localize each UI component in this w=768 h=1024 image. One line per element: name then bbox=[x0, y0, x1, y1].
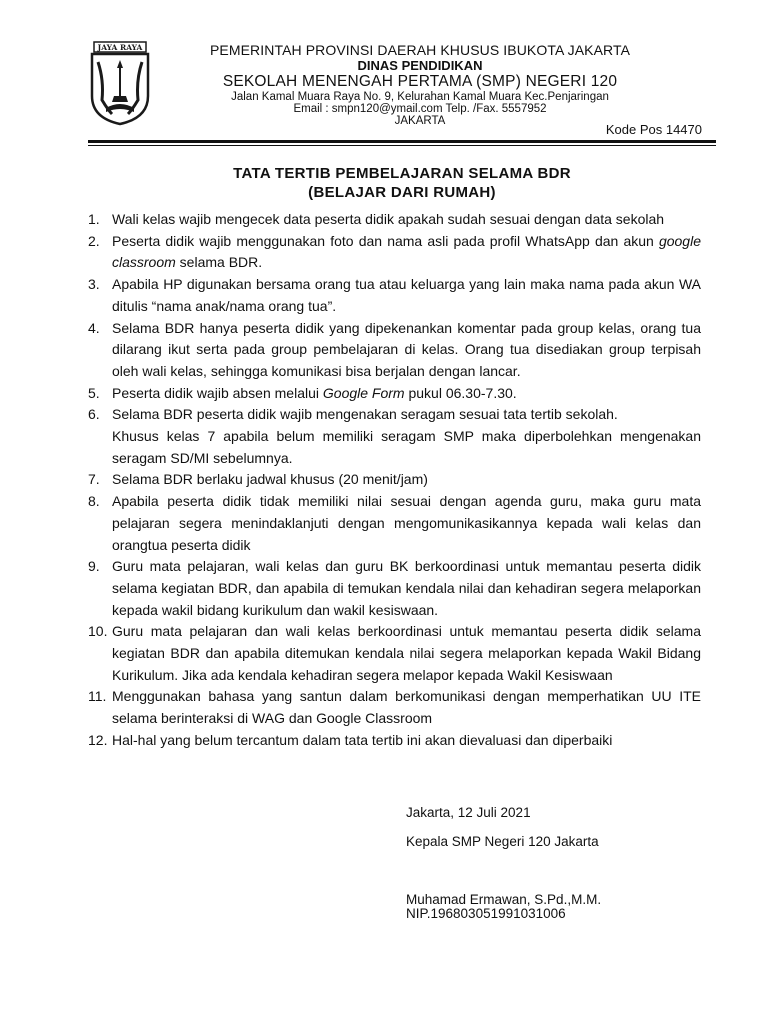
rule-number: 2. bbox=[88, 232, 100, 249]
government-name: PEMERINTAH PROVINSI DAERAH KHUSUS IBUKOTA JAKARTA bbox=[209, 42, 631, 58]
list-item bbox=[88, 469, 701, 491]
rule-number: 4. bbox=[88, 319, 100, 336]
rule-number: 3. bbox=[88, 276, 100, 293]
rule-text: Guru mata pelajaran, wali kelas dan guru BK berkoordinasi untuk memantau peserta didik selama kegiatan BDR, dan apabila di temukan kendala nilai dan kehadiran segera melaporkan kepada wakil bidang kurikulum dan wakil kesiswaan. bbox=[112, 558, 701, 618]
rule-text: Peserta didik wajib menggunakan foto dan nama asli pada profil WhatsApp dan akun google classroom selama BDR. bbox=[112, 232, 701, 271]
list-item bbox=[88, 491, 701, 556]
rule-text: Hal-hal yang belum tercantum dalam tata tertib ini akan dievaluasi dan diperbaiki bbox=[112, 731, 613, 748]
letterhead-divider-thick bbox=[88, 140, 716, 143]
rule-number: 10. bbox=[88, 623, 108, 640]
list-item bbox=[88, 556, 701, 621]
rule-text: Apabila HP digunakan bersama orang tua atau keluarga yang lain maka nama pada akun WA ditulis “nama anak/nama orang tua”. bbox=[112, 276, 701, 314]
postal-code: Kode Pos 14470 bbox=[605, 122, 702, 137]
department-name: DINAS PENDIDIKAN bbox=[357, 58, 483, 73]
list-item bbox=[88, 383, 701, 405]
list-item bbox=[88, 686, 701, 729]
rule-number: 7. bbox=[88, 471, 100, 488]
svg-text:JAYA RAYA: JAYA RAYA bbox=[97, 43, 143, 52]
letterhead bbox=[160, 42, 680, 127]
rule-text: Selama BDR berlaku jadwal khusus (20 menit/jam) bbox=[112, 471, 428, 488]
title-line-1: TATA TERTIB PEMBELAJARAN SELAMA BDR bbox=[233, 165, 571, 182]
list-item bbox=[88, 730, 701, 752]
signature-nip: NIP.196803051991031006 bbox=[406, 906, 566, 921]
jaya-raya-logo bbox=[88, 40, 152, 126]
rule-text: Selama BDR hanya peserta didik yang dipekenankan komentar pada group kelas, orang tua dilarang ikut serta pada group pembelajaran di kelas. Orang tua disediakan group terpisah oleh wali kelas, sehingga komunikasi bisa berjalan dengan lancar. bbox=[112, 319, 701, 379]
rule-number: 9. bbox=[88, 558, 100, 575]
list-item bbox=[88, 231, 701, 274]
list-item bbox=[88, 621, 701, 686]
rules-list bbox=[88, 209, 701, 752]
rule-number: 5. bbox=[88, 384, 100, 401]
signature-position: Kepala SMP Negeri 120 Jakarta bbox=[406, 834, 599, 849]
school-contact: Email : smpn120@ymail.com Telp. /Fax. 5557952 bbox=[293, 103, 547, 115]
rule-number: 6. bbox=[88, 406, 100, 423]
title-line-2: (BELAJAR DARI RUMAH) bbox=[308, 184, 496, 201]
rule-number: 1. bbox=[88, 211, 100, 227]
list-item bbox=[88, 274, 701, 317]
rule-text: Menggunakan bahasa yang santun dalam berkomunikasi dengan memperhatikan UU ITE selama berinteraksi di WAG dan Google Classroom bbox=[112, 688, 701, 727]
list-item bbox=[88, 209, 701, 231]
rule-text: Guru mata pelajaran dan wali kelas berkoordinasi untuk memantau peserta didik selama kegiatan BDR dan apabila ditemukan kendala nilai segera melaporkan kepada Wakil Bidang Kurikulum. Jika ada kendala kehadiran segera melapor kepada Wakil Kesiswaan bbox=[112, 623, 701, 683]
signature-place-date: Jakarta, 12 Juli 2021 bbox=[406, 805, 531, 820]
rule-text: Selama BDR peserta didik wajib mengenakan seragam sesuai tata tertib sekolah. Khusus kelas 7 apabila belum memiliki seragam SMP maka diperbolehkan mengenakan seragam SD/MI sebelumnya. bbox=[112, 406, 701, 466]
rule-number: 12. bbox=[88, 731, 108, 748]
rule-number: 8. bbox=[88, 493, 100, 510]
school-city: JAKARTA bbox=[394, 115, 446, 127]
signature-name: Muhamad Ermawan, S.Pd.,M.M. bbox=[406, 892, 602, 907]
school-address: Jalan Kamal Muara Raya No. 9, Kelurahan Kamal Muara Kec.Penjaringan bbox=[231, 91, 609, 103]
rule-number: 11. bbox=[88, 688, 107, 705]
list-item bbox=[88, 318, 701, 383]
letterhead-divider-thin bbox=[88, 145, 716, 146]
rule-text: Apabila peserta didik tidak memiliki nilai sesuai dengan agenda guru, maka guru mata pelajaran segera menindaklanjuti dengan mengomunikasikannya kepada wali kelas dan orangtua peserta didik bbox=[112, 493, 701, 553]
rule-text: Wali kelas wajib mengecek data peserta didik apakah sudah sesuai dengan data sekolah bbox=[112, 211, 665, 227]
rule-text: Peserta didik wajib absen melalui Google Form pukul 06.30-7.30. bbox=[112, 384, 517, 401]
list-item bbox=[88, 404, 701, 469]
document-title bbox=[88, 164, 716, 202]
school-name: SEKOLAH MENENGAH PERTAMA (SMP) NEGERI 120 bbox=[222, 73, 618, 90]
